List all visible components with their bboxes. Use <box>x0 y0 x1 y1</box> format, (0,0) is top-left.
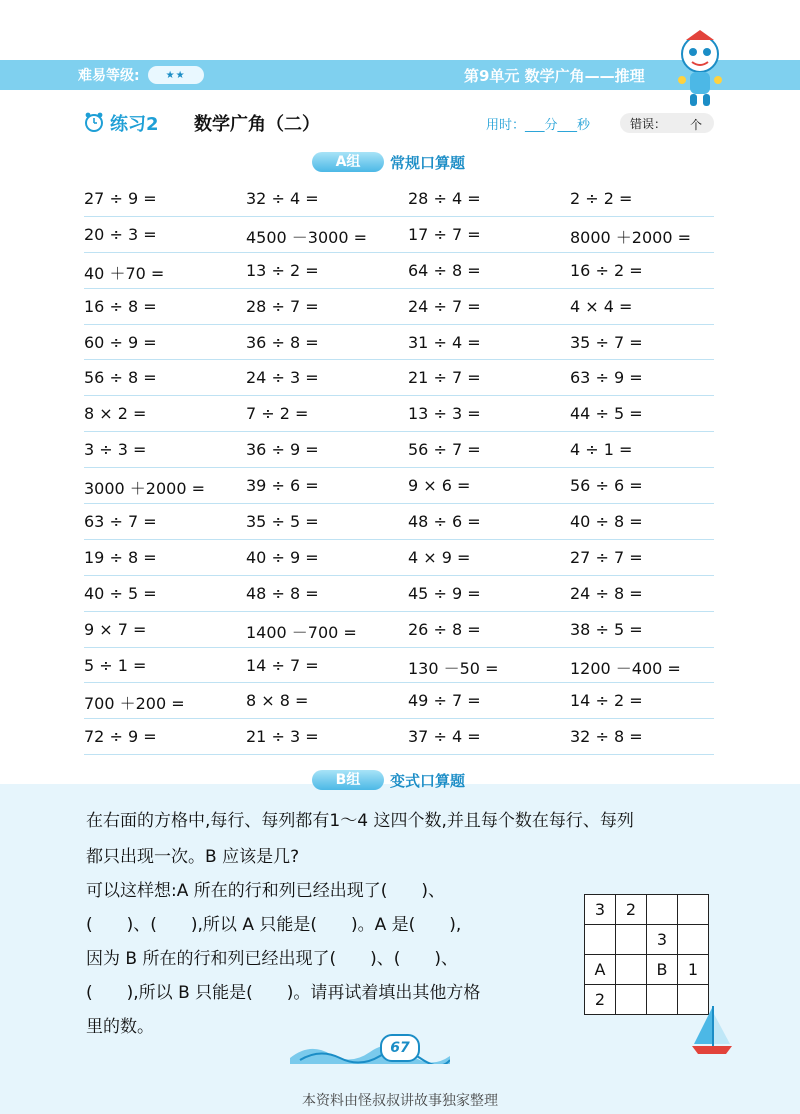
problem-item: 16 ÷ 2 = <box>570 260 643 280</box>
problem-item: 2 ÷ 2 = <box>570 189 633 208</box>
wave-decoration <box>290 1036 450 1064</box>
problem-item: 3000 ＋2000 = <box>84 479 206 499</box>
problem-item: 72 ÷ 9 = <box>84 727 157 747</box>
problem-item: 8 × 8 = <box>246 691 309 711</box>
problem-item: 21 ÷ 3 = <box>246 727 319 747</box>
problem-item: 64 ÷ 8 = <box>408 260 481 280</box>
problem-row <box>84 289 714 325</box>
problem-item: 38 ÷ 5 = <box>570 619 643 639</box>
exercise-title: 数学广角（二） <box>194 114 320 135</box>
footer-note: 本资料由怪叔叔讲故事独家整理 <box>302 1093 498 1109</box>
problem-item: 56 ÷ 7 = <box>408 440 481 460</box>
problem-item: 14 ÷ 2 = <box>570 691 643 711</box>
grid-cell: 2 <box>616 895 647 925</box>
problem-item: 40 ÷ 5 = <box>84 583 157 603</box>
problem-item: 4 × 4 = <box>570 296 633 316</box>
problem-row <box>84 181 714 217</box>
problem-item: 56 ÷ 8 = <box>84 368 157 388</box>
mascot-illustration <box>672 28 728 112</box>
problem-item: 1400 －700 = <box>246 622 357 642</box>
problem-item: 39 ÷ 6 = <box>246 476 319 496</box>
problem-row <box>84 360 714 396</box>
grid-cell: 2 <box>585 985 616 1015</box>
grid-cell <box>678 895 709 925</box>
problem-item: 56 ÷ 6 = <box>570 476 643 496</box>
exercise-number: 练习2 <box>110 114 159 135</box>
problem-row <box>84 612 714 648</box>
error-label: 错误： <box>630 116 667 131</box>
grid-cell <box>616 955 647 985</box>
problem-item: 48 ÷ 8 = <box>246 583 319 603</box>
problem-item: 26 ÷ 8 = <box>408 619 481 639</box>
problem-item: 1200 －400 = <box>570 658 681 678</box>
problem-item: 9 × 7 = <box>84 619 147 639</box>
problem-item: 44 ÷ 5 = <box>570 404 643 424</box>
error-count-box <box>620 113 714 133</box>
time-used-field: 用时：___分___秒 <box>486 118 591 133</box>
group-b-line: 里的数。 <box>86 1017 154 1037</box>
grid-cell <box>616 925 647 955</box>
problem-row <box>84 648 714 684</box>
problem-item: 49 ÷ 7 = <box>408 691 481 711</box>
sailboat-icon <box>688 1004 736 1060</box>
difficulty <box>78 60 204 90</box>
problem-item: 9 × 6 = <box>408 476 471 496</box>
grid-cell <box>678 925 709 955</box>
problem-row <box>84 504 714 540</box>
problem-item: 40 ＋70 = <box>84 263 165 283</box>
alarm-clock-icon <box>84 112 104 132</box>
problem-item: 24 ÷ 8 = <box>570 583 643 603</box>
problem-item: 20 ÷ 3 = <box>84 224 157 244</box>
difficulty-label: 难易等级: <box>78 68 140 84</box>
problem-item: 24 ÷ 3 = <box>246 368 319 388</box>
problem-row <box>84 683 714 719</box>
group-b-line: 可以这样想:A 所在的行和列已经出现了( )、 <box>86 881 446 901</box>
problem-row <box>84 432 714 468</box>
problem-row <box>84 540 714 576</box>
problem-item: 37 ÷ 4 = <box>408 727 481 747</box>
problem-item: 14 ÷ 7 = <box>246 655 319 675</box>
grid-cell: A <box>585 955 616 985</box>
group-b-line: 因为 B 所在的行和列已经出现了( )、( )、 <box>86 949 458 969</box>
problem-row <box>84 217 714 253</box>
group-a-tag: A组 <box>312 152 384 172</box>
grid-cell: 1 <box>678 955 709 985</box>
problem-row <box>84 396 714 432</box>
problem-item: 45 ÷ 9 = <box>408 583 481 603</box>
group-b-name: 变式口算题 <box>390 771 466 790</box>
problem-item: 130 －50 = <box>408 658 499 678</box>
problem-item: 7 ÷ 2 = <box>246 404 309 424</box>
problem-item: 40 ÷ 8 = <box>570 512 643 532</box>
difficulty-stars: ★★ <box>148 66 204 84</box>
problem-item: 36 ÷ 9 = <box>246 440 319 460</box>
group-b-line: 在右面的方格中,每行、每列都有1～4 这四个数,并且每个数在每行、每列 <box>86 811 634 831</box>
problem-item: 40 ÷ 9 = <box>246 547 319 567</box>
problem-item: 4 × 9 = <box>408 547 471 567</box>
problem-item: 3 ÷ 3 = <box>84 440 147 460</box>
problem-item: 28 ÷ 4 = <box>408 189 481 208</box>
problem-row <box>84 719 714 755</box>
problem-item: 700 ＋200 = <box>84 694 185 714</box>
grid-cell <box>647 985 678 1015</box>
group-a-title <box>312 148 465 176</box>
problem-item: 21 ÷ 7 = <box>408 368 481 388</box>
problem-item: 31 ÷ 4 = <box>408 332 481 352</box>
problem-row <box>84 576 714 612</box>
number-grid <box>584 894 709 1015</box>
problem-item: 13 ÷ 2 = <box>246 260 319 280</box>
problem-item: 13 ÷ 3 = <box>408 404 481 424</box>
problem-item: 5 ÷ 1 = <box>84 655 147 675</box>
group-a-name: 常规口算题 <box>390 153 466 172</box>
problem-item: 63 ÷ 9 = <box>570 368 643 388</box>
problem-item: 36 ÷ 8 = <box>246 332 319 352</box>
grid-cell <box>616 985 647 1015</box>
problem-row <box>84 325 714 361</box>
problem-item: 35 ÷ 7 = <box>570 332 643 352</box>
grid-cell <box>647 895 678 925</box>
group-b-title <box>312 766 465 794</box>
problem-item: 35 ÷ 5 = <box>246 512 319 532</box>
group-b-line: ( )、( ),所以 A 只能是( )。A 是( ), <box>86 915 462 935</box>
problem-item: 8000 ＋2000 = <box>570 227 692 247</box>
problem-item: 16 ÷ 8 = <box>84 296 157 316</box>
problem-item: 27 ÷ 9 = <box>84 189 157 208</box>
grid-cell: B <box>647 955 678 985</box>
problem-item: 28 ÷ 7 = <box>246 296 319 316</box>
problem-item: 48 ÷ 6 = <box>408 512 481 532</box>
unit-title: 第9单元 数学广角——推理 <box>464 66 645 85</box>
problem-row <box>84 468 714 504</box>
problem-item: 19 ÷ 8 = <box>84 547 157 567</box>
problem-item: 24 ÷ 7 = <box>408 296 481 316</box>
grid-cell: 3 <box>585 895 616 925</box>
problem-row <box>84 253 714 289</box>
problem-item: 4 ÷ 1 = <box>570 440 633 460</box>
grid-cell <box>585 925 616 955</box>
problem-item: 4500 －3000 = <box>246 227 368 247</box>
group-a-problems <box>84 181 714 755</box>
group-b-tag: B组 <box>312 770 384 790</box>
problem-item: 32 ÷ 4 = <box>246 189 319 208</box>
problem-item: 8 × 2 = <box>84 404 147 424</box>
page-number: 67 <box>380 1034 420 1062</box>
problem-item: 17 ÷ 7 = <box>408 224 481 244</box>
error-unit: 个 <box>689 118 702 132</box>
problem-item: 63 ÷ 7 = <box>84 512 157 532</box>
grid-cell: 3 <box>647 925 678 955</box>
group-b-line: ( ),所以 B 只能是( )。请再试着填出其他方格 <box>86 983 481 1003</box>
problem-item: 60 ÷ 9 = <box>84 332 157 352</box>
group-b-line: 都只出现一次。B 应该是几? <box>86 847 300 867</box>
problem-item: 27 ÷ 7 = <box>570 547 643 567</box>
exercise-header <box>84 108 714 138</box>
problem-item: 32 ÷ 8 = <box>570 727 643 747</box>
